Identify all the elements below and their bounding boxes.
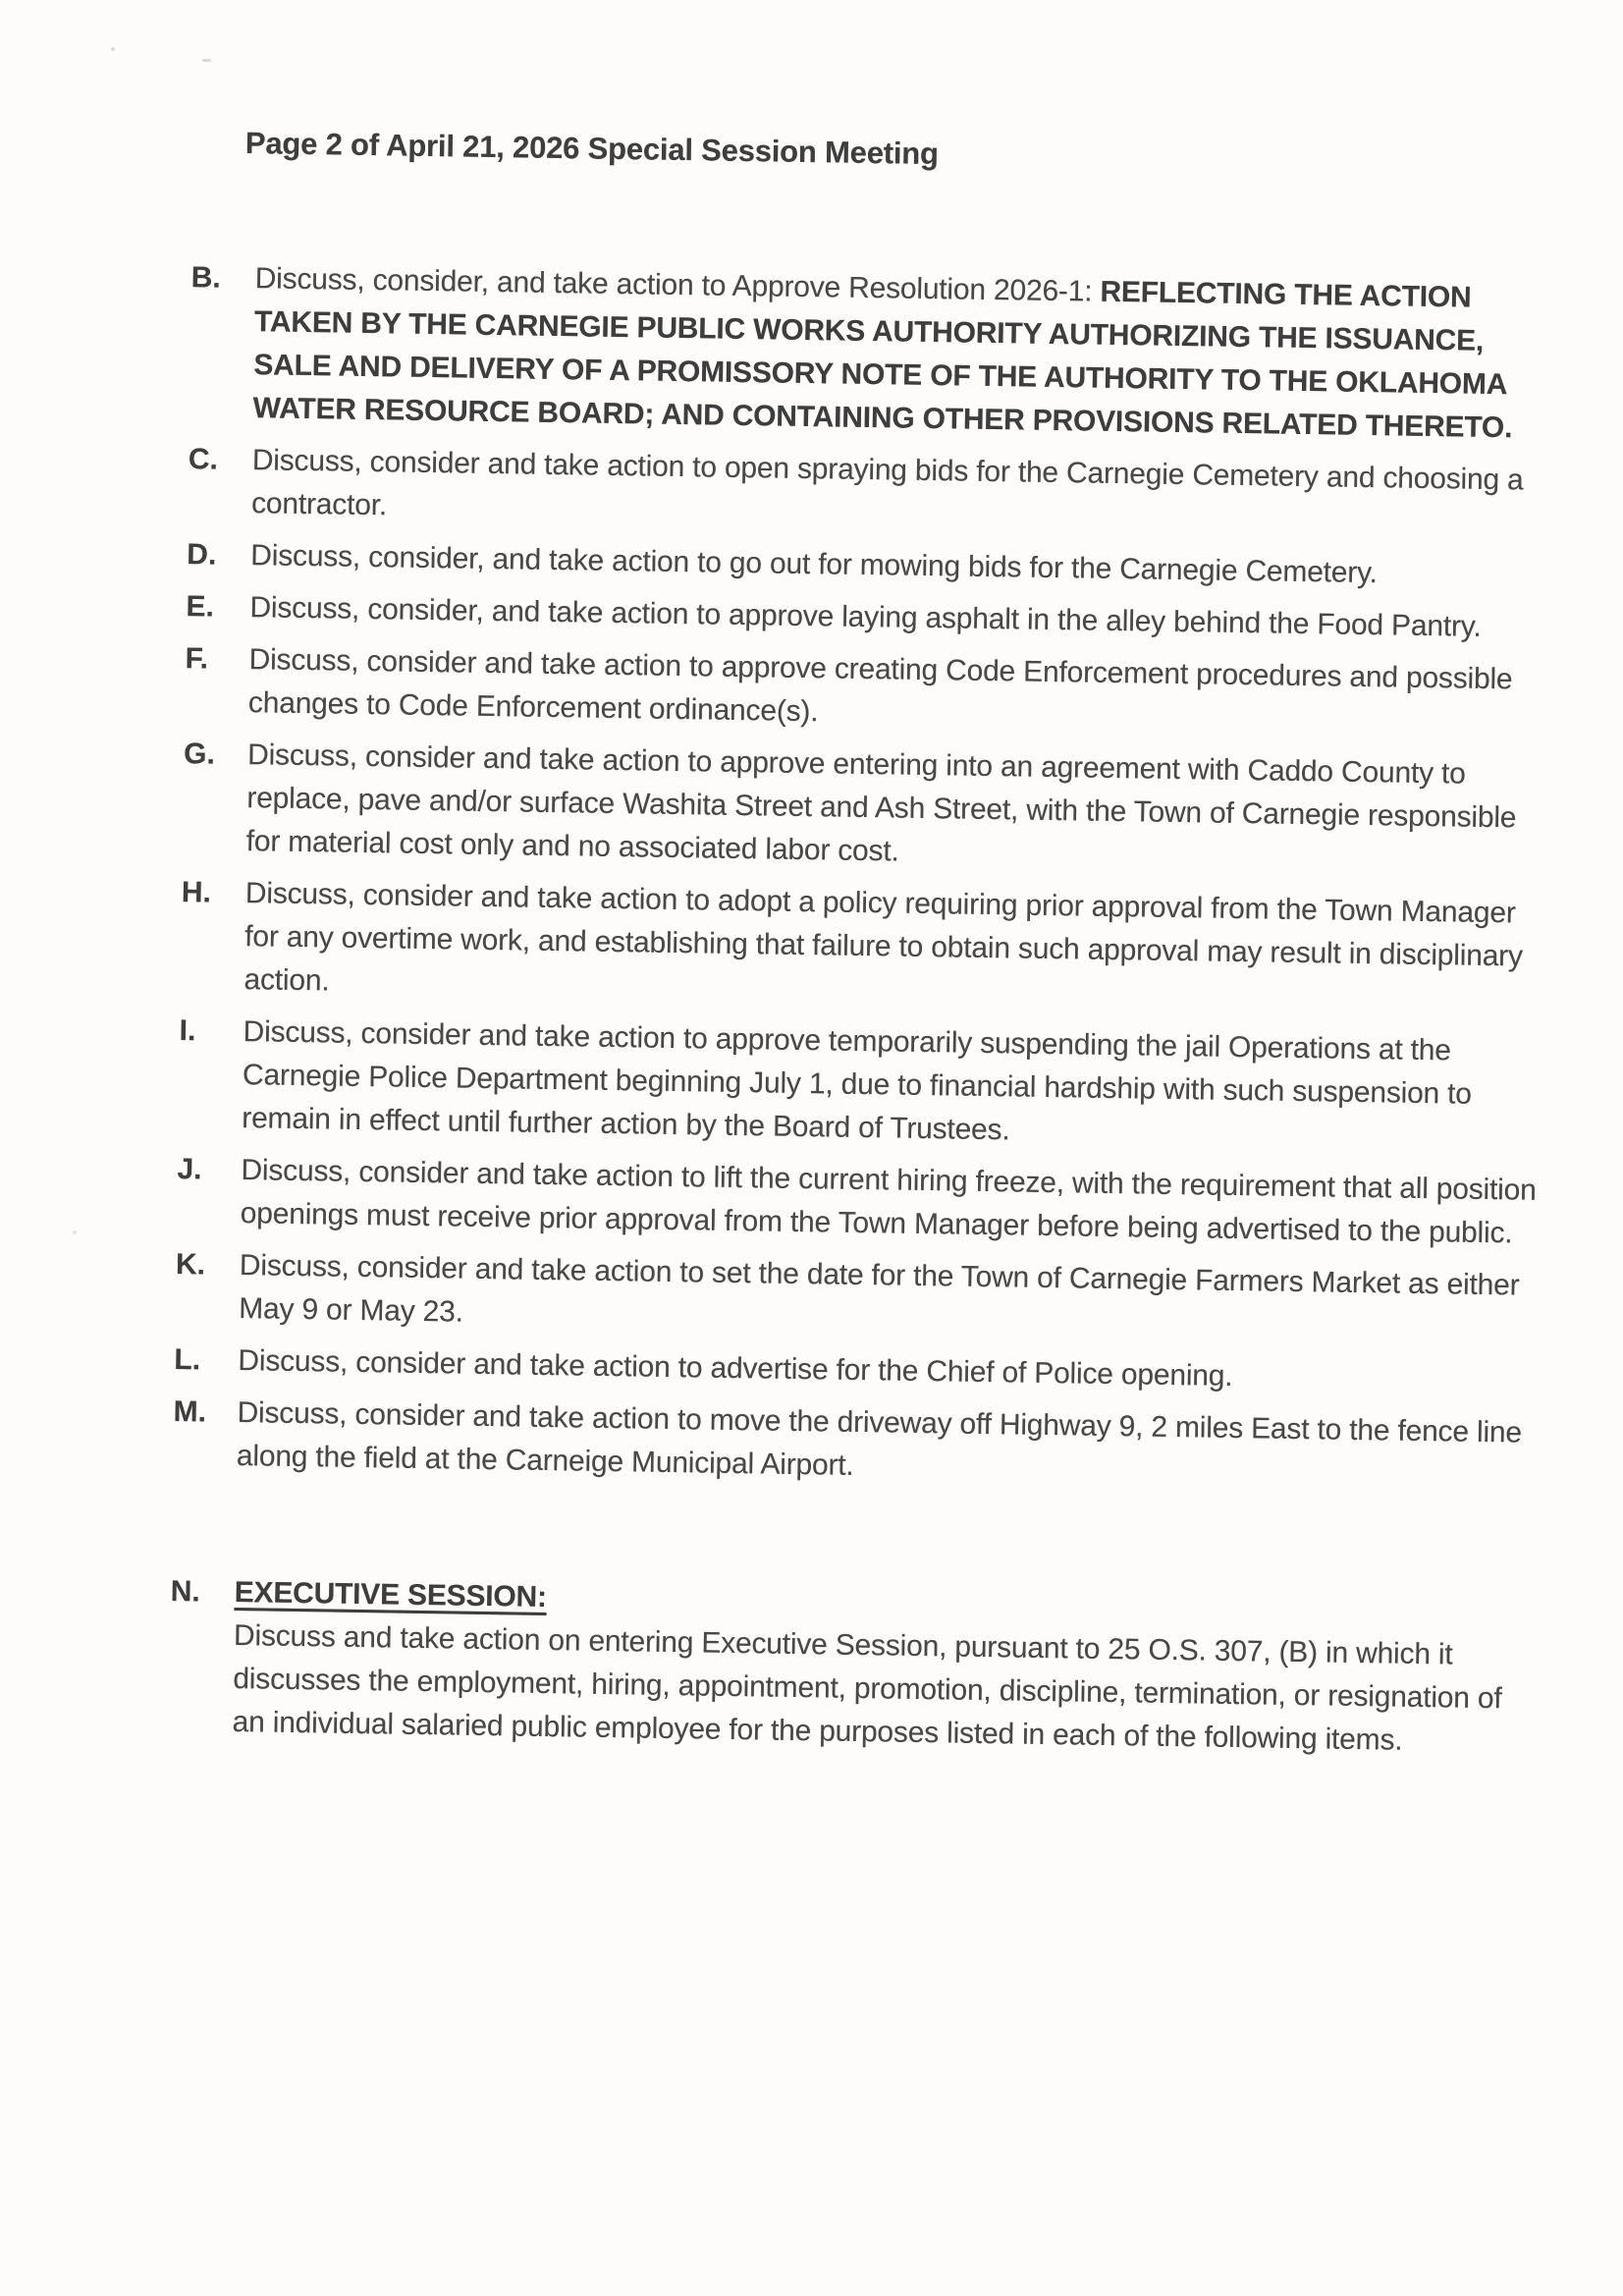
agenda-item-letter: E. bbox=[186, 590, 215, 624]
scan-speck bbox=[202, 59, 211, 62]
agenda-item-text bbox=[242, 1011, 1549, 1161]
agenda-item-run: Discuss, consider and take action to set the date for the Town of Carnegie Farmers Market as either May 9 or May 23. bbox=[239, 1249, 1520, 1329]
agenda-item-text bbox=[239, 1244, 1545, 1351]
agenda-item-run: Discuss, consider, and take action to approve laying asphalt in the alley behind the Food Pantry. bbox=[249, 591, 1482, 643]
agenda-item bbox=[173, 1391, 1603, 1500]
agenda-item bbox=[176, 1148, 1606, 1257]
agenda-item-letter: K. bbox=[175, 1248, 206, 1282]
agenda-item-letter: J. bbox=[177, 1153, 202, 1186]
scan-speck bbox=[73, 1230, 77, 1234]
agenda-item bbox=[180, 871, 1611, 1023]
agenda-item-run: Discuss, consider and take action to approve entering into an agreement with Caddo County to replace, pave and/or surface Washita Street and Ash Street, with the Town of Carnegie responsible for material cost only and no associated labor cost. bbox=[245, 738, 1517, 868]
agenda-item bbox=[185, 637, 1615, 746]
agenda-item-run: Discuss, consider and take action to adopt a policy requiring prior approval from the Town Manager for any overtime work, and establishing that failure to obtain such approval may result in disciplinary action. bbox=[243, 877, 1524, 998]
agenda-item-heading: EXECUTIVE SESSION: bbox=[234, 1576, 548, 1614]
agenda-item-run: Discuss, consider and take action to open spraying bids for the Carnegie Cemetery and choosing a contractor. bbox=[250, 444, 1524, 522]
agenda-item bbox=[175, 1243, 1605, 1352]
agenda-item-letter: L. bbox=[174, 1343, 201, 1377]
agenda-item-letter: B. bbox=[190, 261, 222, 295]
agenda-item-letter: D. bbox=[187, 538, 217, 572]
agenda-item-text bbox=[251, 439, 1558, 546]
page-header: Page 2 of April 21, 2026 Special Session Meeting bbox=[244, 126, 940, 172]
agenda-item-text bbox=[232, 1571, 1541, 1765]
agenda-item-text bbox=[243, 872, 1551, 1022]
scan-speck bbox=[111, 47, 115, 51]
scan-speck bbox=[988, 613, 992, 617]
agenda-item-text bbox=[240, 1149, 1546, 1256]
agenda-item bbox=[189, 256, 1621, 452]
agenda-item bbox=[182, 733, 1613, 885]
agenda-item-letter: N. bbox=[170, 1574, 200, 1609]
agenda-item-bold-run: REFLECTING THE ACTION TAKEN BY THE CARNEGIE PUBLIC WORKS AUTHORITY AUTHORIZING THE ISSUANCE, SALE AND DELIVERY OF A PROMISSORY NOTE OF THE AUTHORITY TO THE OKLAHOMA WATER RESOURCE BOARD; AND CONTAINING OTHER PROVISIONS RELATED THERETO. bbox=[252, 275, 1513, 445]
agenda-item bbox=[168, 1570, 1600, 1766]
agenda-item bbox=[178, 1010, 1609, 1162]
agenda-item-text bbox=[248, 638, 1555, 745]
agenda-item-text bbox=[237, 1392, 1543, 1499]
agenda-item-run: Discuss and take action on entering Executive Session, pursuant to 25 O.S. 307, (B) in which it discusses the employment, hiring, appointment, promotion, discipline, termination, or resignation of an individual salaried public employee for the purposes listed in each of the following items. bbox=[232, 1619, 1502, 1757]
agenda-item-text bbox=[245, 734, 1553, 884]
agenda-item-run: Discuss, consider and take action to move the driveway off Highway 9, 2 miles East to the fence line along the field at the Carneige Municipal Airport. bbox=[236, 1396, 1523, 1482]
agenda-item-letter: C. bbox=[188, 443, 219, 476]
agenda-item-run: Discuss, consider and take action to lift the current hiring freeze, with the requirement that all position openings must receive prior approval from the Town Manager before being advertised to the public. bbox=[240, 1154, 1537, 1250]
agenda-item-letter: I. bbox=[179, 1014, 196, 1048]
agenda-item-text bbox=[252, 257, 1561, 451]
agenda-item-letter: F. bbox=[185, 642, 209, 676]
agenda-item-letter: M. bbox=[173, 1395, 207, 1429]
agenda-item-letter: H. bbox=[181, 876, 212, 909]
agenda-item-run: Discuss, consider, and take action to Approve Resolution 2026-1: bbox=[254, 262, 1101, 308]
agenda-item-run: Discuss, consider and take action to advertise for the Chief of Police opening. bbox=[238, 1344, 1233, 1393]
agenda-item-run: Discuss, consider and take action to approve creating Code Enforcement procedures and possible changes to Code Enforcement ordinance(s). bbox=[247, 643, 1513, 729]
agenda-item-letter: G. bbox=[183, 738, 216, 771]
agenda-item bbox=[188, 438, 1618, 547]
agenda-list bbox=[168, 256, 1621, 1766]
agenda-item-run: Discuss, consider, and take action to go out for mowing bids for the Carnegie Cemetery. bbox=[250, 539, 1379, 590]
agenda-item-run: Discuss, consider and take action to approve temporarily suspending the jail Operations at the Carnegie Police Department beginning July 1, due to financial hardship with such suspension to remain in effect until further action by the Board of Trustees. bbox=[242, 1015, 1473, 1147]
